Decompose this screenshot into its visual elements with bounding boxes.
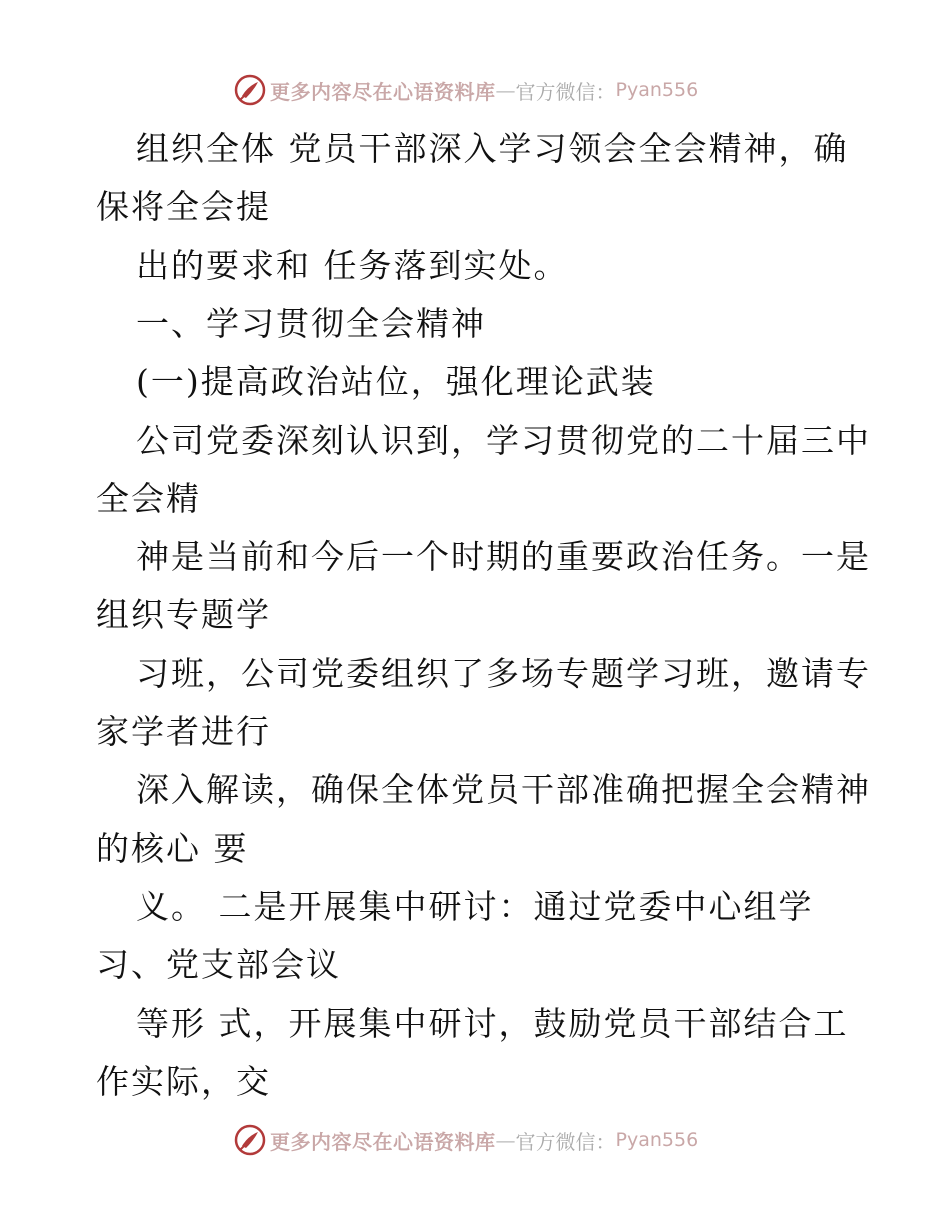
- watermark-sub-text: 官方微信：: [515, 79, 616, 104]
- watermark-main-text: 更多内容尽在心语资料库: [270, 79, 496, 104]
- watermark-dash: —: [495, 78, 516, 102]
- text-line: 作实际，交: [96, 1062, 271, 1101]
- footer-watermark: [234, 1122, 734, 1158]
- watermark-sub-text: 官方微信：: [515, 1129, 616, 1154]
- text-line: 义。 二是开展集中研讨：通过党委中心组学: [136, 887, 814, 926]
- text-line: (一)提高政治站位，强化理论武装: [136, 362, 656, 401]
- text-line: 等形 式，开展集中研讨，鼓励党员干部结合工: [136, 1004, 849, 1043]
- watermark-wechat-id: Pyan556: [615, 79, 699, 101]
- text-line: 组织全体 党员干部深入学习领会全会精神，确: [136, 129, 849, 168]
- text-line: 深入解读，确保全体党员干部准确把握全会精神: [136, 770, 871, 809]
- text-line: 习班，公司党委组织了多场专题学习班，邀请专: [136, 654, 871, 693]
- text-line: 保将全会提: [96, 187, 271, 226]
- text-line: 组织专题学: [96, 595, 271, 634]
- text-line: 公司党委深刻认识到，学习贯彻党的二十届三中: [136, 421, 871, 460]
- pen-logo-icon: [234, 1124, 266, 1156]
- text-line: 的核心 要: [96, 829, 249, 868]
- watermark-wechat-id: Pyan556: [615, 1129, 699, 1151]
- watermark-dash: —: [495, 1128, 516, 1152]
- watermark-main-text: 更多内容尽在心语资料库: [270, 1129, 496, 1154]
- text-line: 一、学习贯彻全会精神: [136, 304, 486, 343]
- text-line: 全会精: [96, 479, 201, 518]
- text-line: 出的要求和 任务落到实处。: [136, 246, 569, 285]
- text-line: 家学者进行: [96, 712, 271, 751]
- text-line: 习、党支部会议: [96, 945, 341, 984]
- header-watermark: [234, 72, 734, 108]
- text-line: 神是当前和今后一个时期的重要政治任务。一是: [136, 537, 871, 576]
- pen-logo-icon: [234, 74, 266, 106]
